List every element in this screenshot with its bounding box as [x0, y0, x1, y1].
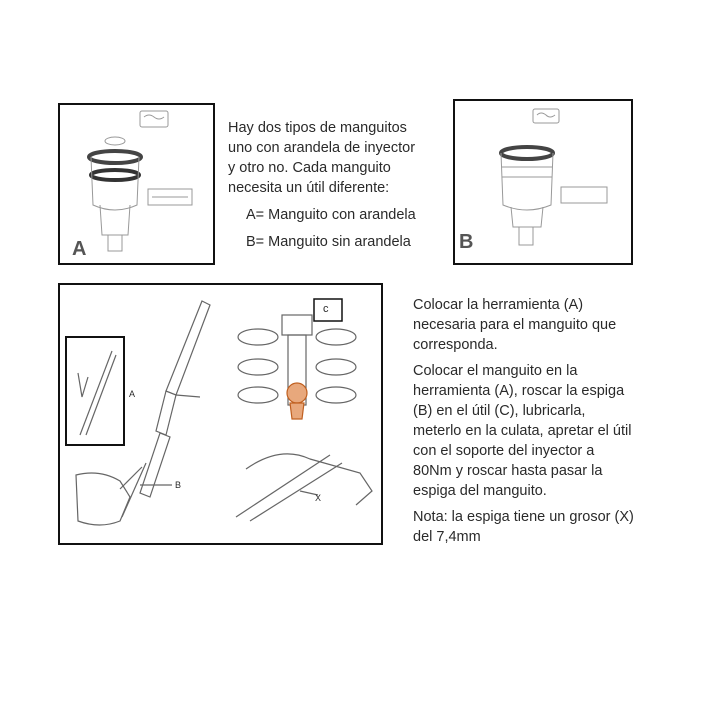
step1-line: necesaria para el manguito que [413, 317, 617, 333]
tool-assembly-illustration [60, 285, 383, 545]
tool-diagram [58, 283, 383, 545]
intro-line: uno con arandela de inyector [228, 140, 416, 156]
step2-line: meterlo en la culata, apretar el útil [413, 423, 632, 439]
intro-item-b: B= Manguito sin arandela [246, 234, 411, 250]
intro-line: Hay dos tipos de manguitos [228, 120, 407, 136]
panel-b-image [453, 99, 633, 265]
diagram-label-c: c [323, 303, 329, 315]
intro-text [228, 118, 416, 252]
step1-line: Colocar la herramienta (A) [413, 297, 584, 313]
step2-line: herramienta (A), roscar la espiga [413, 383, 625, 399]
diagram-label-b: B [175, 480, 182, 490]
panel-a-image [58, 103, 215, 265]
step2-line: (B) en el útil (C), lubricarla, [413, 403, 586, 419]
step2-line: 80Nm y roscar hasta pasar la [413, 463, 603, 479]
note-line: Nota: la espiga tiene un grosor (X) [413, 509, 634, 525]
panel-b-label: B [459, 231, 474, 253]
note-line: del 7,4mm [413, 529, 481, 545]
sleeve-without-washer-illustration [455, 101, 633, 265]
step2-line: espiga del manguito. [413, 483, 547, 499]
step2-line: con el soporte del inyector a [413, 443, 595, 459]
step2-line: Colocar el manguito en la [413, 363, 578, 379]
intro-line: y otro no. Cada manguito [228, 160, 391, 176]
instructions-text [413, 295, 634, 547]
diagram-label-a: A [129, 389, 136, 399]
intro-line: necesita un útil diferente: [228, 180, 390, 196]
intro-item-a: A= Manguito con arandela [246, 207, 416, 223]
step1-line: corresponda. [413, 337, 498, 353]
diagram-label-x: X [315, 493, 322, 503]
panel-a-label: A [72, 238, 87, 260]
